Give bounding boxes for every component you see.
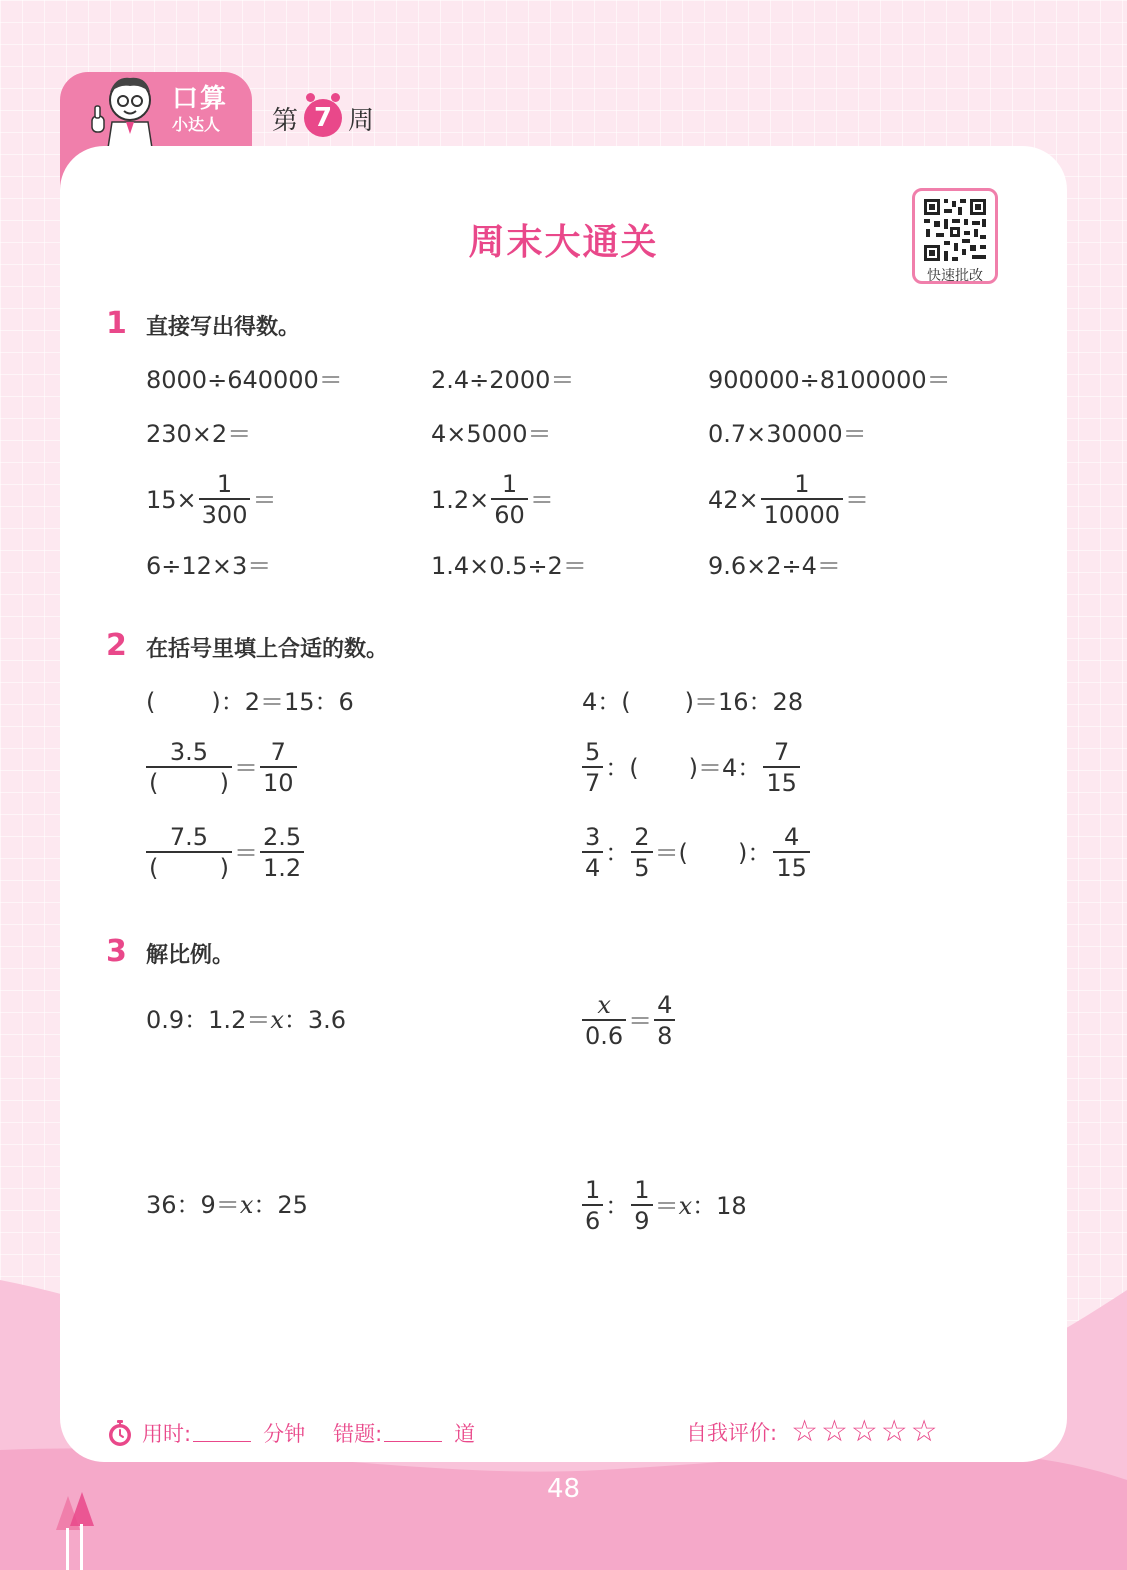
paren-close: ) (211, 688, 221, 716)
tree-icon (52, 1490, 100, 1570)
denominator: 10000 (761, 498, 843, 527)
problem-1-11: 1.4×0.5÷2＝ (431, 552, 587, 580)
numerator: 1 (585, 1176, 601, 1204)
problem-2-2 (582, 690, 803, 714)
denominator: 4 (582, 851, 603, 880)
problem-1-9 (708, 472, 869, 527)
denominator: 8 (654, 1019, 675, 1048)
footer-time-errors (106, 1418, 475, 1448)
paren-close: ) (219, 769, 229, 797)
problem-3-4 (580, 1178, 747, 1233)
numerator: 1 (634, 1176, 650, 1204)
numerator: 5 (585, 738, 601, 766)
time-unit: 分钟 (263, 1422, 306, 1446)
problem-2-5 (144, 825, 306, 880)
numerator: 2 (634, 823, 650, 851)
week-indicator (272, 96, 374, 140)
page-number: 48 (546, 1474, 581, 1504)
errors-unit: 道 (454, 1422, 476, 1446)
denominator: 9 (631, 1204, 652, 1233)
expr-part: 1.2× (431, 485, 490, 514)
expr-part: ： (605, 838, 630, 867)
paren-close: ) (684, 688, 695, 716)
problem-2-4 (580, 740, 802, 795)
week-suffix: 周 (348, 105, 375, 136)
variable: x (678, 1191, 693, 1220)
problem-1-8 (431, 472, 554, 527)
qr-label: 快速批改 (927, 268, 983, 284)
expr-part: ：25 (253, 1191, 308, 1219)
tab-title-sub: 小达人 (172, 115, 221, 134)
footer-rating (686, 1414, 941, 1449)
fraction (582, 825, 603, 880)
paren-close: ) (688, 753, 699, 782)
problem-3-2 (580, 993, 677, 1048)
problem-3-1 (146, 1008, 346, 1032)
numerator: x (597, 991, 611, 1019)
fraction (773, 825, 810, 880)
numerator: 2.5 (263, 823, 302, 851)
errors-label: 错题: (333, 1422, 383, 1446)
week-number-badge: 7 (304, 99, 342, 137)
time-input-line[interactable] (193, 1424, 251, 1442)
numerator: 1 (501, 470, 518, 498)
equals: ＝ (234, 838, 258, 867)
numerator: 4 (783, 823, 800, 851)
qr-code-icon (922, 197, 988, 263)
denominator: 7 (582, 766, 603, 795)
fraction (491, 472, 528, 527)
numerator: 7 (270, 738, 286, 766)
fraction (654, 993, 675, 1048)
denominator: 60 (491, 498, 528, 527)
denominator: 10 (260, 766, 297, 795)
section-3-title: 解比例。 (146, 943, 235, 968)
week-prefix: 第 (272, 105, 299, 136)
paren-open: ( (149, 854, 159, 882)
time-label: 用时: (142, 1422, 192, 1446)
errors-input-line[interactable] (384, 1424, 442, 1442)
page-title: 周末大通关 (468, 222, 659, 263)
qr-code-box[interactable] (912, 188, 998, 284)
fraction (582, 993, 626, 1048)
numerator: 3 (585, 823, 601, 851)
numerator: 7 (773, 738, 790, 766)
problem-2-1 (146, 690, 354, 714)
expr-part: ＝ (529, 485, 554, 514)
problem-1-3: 900000÷8100000＝ (708, 366, 951, 394)
problem-1-10: 6÷12×3＝ (146, 552, 272, 580)
fraction (761, 472, 843, 527)
denominator (146, 766, 232, 795)
rating-stars[interactable]: ☆☆☆☆☆ (791, 1414, 941, 1449)
section-3-number: 3 (106, 934, 127, 969)
fraction (631, 825, 652, 880)
denominator: 1.2 (260, 851, 304, 880)
fraction (260, 740, 297, 795)
worksheet-card (60, 146, 1067, 1462)
expr-part: 42× (708, 485, 759, 514)
expr-part: 36：9＝ (146, 1191, 240, 1219)
rating-label: 自我评价: (686, 1420, 778, 1445)
numerator: 3.5 (169, 738, 209, 766)
expr-part: ：18 (692, 1191, 747, 1220)
fraction (199, 472, 251, 527)
equals: ＝ (654, 1191, 679, 1220)
mascot-icon (82, 72, 162, 148)
fraction (146, 740, 232, 795)
problem-2-3 (144, 740, 299, 795)
denominator: 6 (582, 1204, 603, 1233)
numerator: 4 (657, 991, 673, 1019)
equals: ＝ (234, 753, 258, 782)
section-1-title: 直接写出得数。 (146, 315, 301, 340)
denominator (146, 851, 232, 880)
fraction (146, 825, 232, 880)
numerator: 1 (216, 470, 233, 498)
variable: x (239, 1191, 254, 1219)
expr-part: ： (747, 838, 772, 867)
expr-part: ＝ (845, 485, 870, 514)
expr-part: ＝ (252, 485, 277, 514)
expr-part: 15× (146, 485, 197, 514)
expr-part: 4：( (582, 688, 631, 716)
paren-close: ) (737, 838, 748, 867)
expr-part: ＝( (654, 838, 688, 867)
paren-close: ) (219, 854, 229, 882)
denominator: 15 (773, 851, 810, 880)
problem-1-12: 9.6×2÷4＝ (708, 552, 841, 580)
paren-open: ( (149, 769, 159, 797)
expr-part: ＝4： (698, 753, 762, 782)
fraction (631, 1178, 652, 1233)
denominator: 15 (763, 766, 800, 795)
numerator: 1 (794, 470, 810, 498)
paren-open: ( (146, 688, 156, 716)
tab-title (172, 84, 228, 135)
fraction (582, 740, 603, 795)
denominator: 0.6 (582, 1019, 626, 1048)
problem-1-2: 2.4÷2000＝ (431, 366, 575, 394)
fraction (260, 825, 304, 880)
denominator: 300 (199, 498, 251, 527)
expr-part: ：( (605, 753, 639, 782)
fraction (582, 1178, 603, 1233)
problem-1-7 (146, 472, 276, 527)
section-2-number: 2 (106, 628, 127, 663)
equals: ＝ (628, 1006, 653, 1035)
expr-part: 0.9：1.2＝ (146, 1006, 271, 1034)
expr-part: ：3.6 (283, 1006, 347, 1034)
numerator: 7.5 (169, 823, 209, 851)
stopwatch-icon (106, 1419, 134, 1447)
expr-part: ＝16：28 (694, 688, 804, 716)
fraction (763, 740, 800, 795)
problem-1-4: 230×2＝ (146, 420, 252, 448)
problem-3-3 (146, 1193, 308, 1217)
tab-title-main: 口算 (172, 84, 229, 114)
expr-part: ： (605, 1191, 630, 1220)
variable: x (270, 1006, 284, 1034)
section-2-title: 在括号里填上合适的数。 (146, 637, 389, 662)
problem-1-5: 4×5000＝ (431, 420, 552, 448)
expr-part: ：2＝15：6 (220, 688, 354, 716)
section-1-number: 1 (106, 306, 127, 341)
denominator: 5 (631, 851, 652, 880)
problem-2-6 (580, 825, 812, 880)
problem-1-6: 0.7×30000＝ (708, 420, 867, 448)
problem-1-1: 8000÷640000＝ (146, 366, 343, 394)
